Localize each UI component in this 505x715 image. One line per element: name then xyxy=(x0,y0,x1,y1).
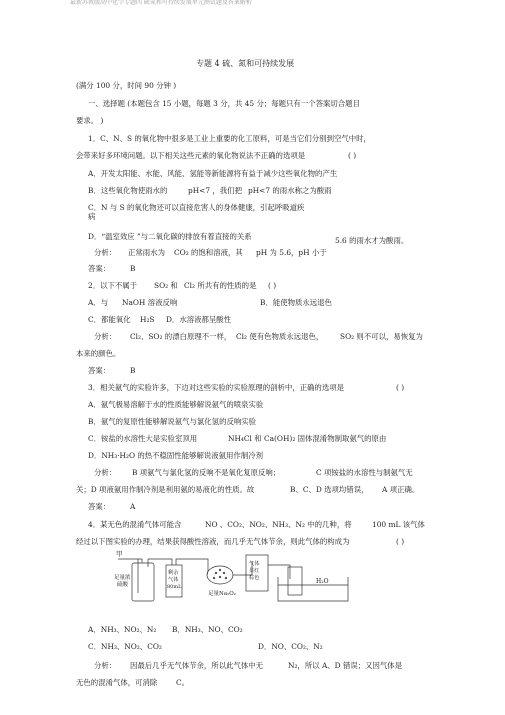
q1-analysis: pH 为 5.6，pH 小于 xyxy=(256,248,327,257)
q4-analysis: N₂，所以 A、D 错误；又因气体是 xyxy=(288,661,403,670)
label-h2o: H₂O xyxy=(316,578,329,585)
q3-stem: 3．相关氨气的实验许多，下边对这些实验的实验原理的剖析中，正确的选项是 xyxy=(88,383,344,392)
q2-option-c-part: H₂S xyxy=(140,315,155,324)
q2-option-a-part: NaOH 溶液反响 xyxy=(122,298,178,307)
q2-analysis-label: 分析： xyxy=(94,332,117,341)
q3-answer-label: 答案： xyxy=(88,502,111,511)
q4-analysis: 因最后几乎无气体节余，所以此气体中无 xyxy=(130,661,264,670)
q1-option-b: B．这些氧化物使雨水的 xyxy=(88,186,168,195)
q3-answer: A xyxy=(130,502,136,511)
label-gas-2: 显红 xyxy=(249,568,260,574)
q4-stem-part: 100 mL 该气体 xyxy=(372,520,425,529)
label-jia: 甲 xyxy=(116,550,123,558)
q4-option-c: C．NH₃、NO₂、CO₂ xyxy=(88,642,162,651)
label-na2o2: 足量Na₂O₂ xyxy=(208,591,237,597)
q4-option-a: A．NH₃、NO₂、N₂ xyxy=(88,625,157,634)
q3-option-c: C．铵盐的水溶性大是实验室顶用 xyxy=(88,434,198,443)
q1-stem-cont: 会带来好多环境问题。以下相关这些元素的氧化物说法不正确的选项是 xyxy=(76,151,306,160)
page-title: 专题 4 硫、氮和可持续发展 xyxy=(196,59,295,68)
water-trough xyxy=(278,577,348,601)
q2-stem: 2．以下不属于 xyxy=(88,281,138,290)
q3-analysis: C 项铵盐的水溶性与制氨气无 xyxy=(316,468,413,477)
q4-stem: 4．某无色的混淆气体可能含 xyxy=(88,520,182,529)
q4-option-d: D．NO、CO₂、N₂ xyxy=(258,642,323,651)
q1-analysis-label: 分析： xyxy=(94,248,117,257)
q4-answer-paren: ( ) xyxy=(396,537,405,546)
sulfuric-acid-bottle xyxy=(132,563,154,601)
q2-stem-part: Cl₂ 所共有的性质的是 xyxy=(184,281,257,290)
q1-option-c-cont: 病 xyxy=(88,212,96,221)
q2-option-d: D．水溶液都呈酸性 xyxy=(166,315,232,324)
q2-analysis: Cl₂ 使有色物质永远退色， xyxy=(236,332,324,341)
q3-analysis-cont: 关；D 项液氨用作制冷剂是利用氨的易液化的性质。故 xyxy=(76,485,255,494)
na2o2-tube xyxy=(207,566,233,584)
q3-option-b: B．氨气的复原性能够解说氨气与氯化氢的反响实验 xyxy=(88,417,257,426)
q2-answer-paren: ( ) xyxy=(268,281,277,290)
q1-option-b-part: pH<7 的雨水称之为酸雨 xyxy=(248,186,332,195)
q1-option-c: C．N 与 S 的氧化物还可以直接危害人的身体健康，引起呼吸道疾 xyxy=(88,203,305,212)
label-acid-2: 硫酸 xyxy=(117,582,129,588)
score-info: (满分 100 分，时间 90 分钟 ) xyxy=(76,81,177,90)
q3-analysis-part: B、C、D 选项均错误， xyxy=(290,485,369,494)
q2-stem-part: SO₂ 和 xyxy=(154,281,178,290)
q2-option-a: A．与 xyxy=(88,298,109,307)
q1-answer-paren: ( ) xyxy=(348,151,357,160)
section-heading: 一、选择题 (本题包含 15 小题，每题 3 分，共 45 分；每题只有一个答案切合题目 xyxy=(88,99,360,108)
q2-answer-label: 答案： xyxy=(88,366,111,375)
q4-stem-part: NO 、CO₂、NO₂、NH₃、N₂ 中的几种，将 xyxy=(205,520,352,529)
q1-answer-label: 答案： xyxy=(88,264,111,273)
q3-option-d: D．NH₃·H₂O 的热不稳固性能够解说液氨用作制冷剂 xyxy=(88,451,263,460)
q1-analysis: 正常雨水为 xyxy=(128,248,165,257)
q4-stem-cont: 经过以下图实验的办理，结果获得酸性溶液，而几乎无气体节余，则此气体的构成为 xyxy=(76,537,350,546)
q3-option-a: A．氨气极易溶解于水的性质能够解说氨气的喷泉实验 xyxy=(88,400,264,409)
label-acid-1: 足量浓 xyxy=(114,575,131,581)
q3-analysis-label: 分析： xyxy=(94,468,117,477)
label-remaining-1: 剩余 xyxy=(168,570,179,576)
q1-option-d: D．“温室效应 ”与二氧化碳的排放有着直接的关系 xyxy=(88,232,252,241)
q2-analysis: Cl₂、SO₂ 的漂白原理不一样， xyxy=(130,332,232,341)
label-remaining-2: 气体 xyxy=(168,577,179,583)
section-heading-cont: 要求。 ) xyxy=(76,116,104,125)
q1-analysis-tail: 5.6 的雨水才为酸雨。 xyxy=(335,236,409,245)
apparatus-diagram xyxy=(112,549,382,605)
label-remaining-3: 80mL xyxy=(167,584,182,590)
q3-analysis-part: A 项正确。 xyxy=(382,485,420,494)
q3-analysis: B 项氨气与氯化氢的反响不是氧化复原反响； xyxy=(132,468,281,477)
q2-answer: B xyxy=(130,366,136,375)
header-banner: 最新苏教版高中化学专题四 硫氮和可持续发展单元测试题及答案解析 xyxy=(70,0,252,5)
q1-analysis: CO₂ 的饱和溶液，其 xyxy=(174,248,243,257)
q3-option-c-part: NH₄Cl 和 Ca(OH)₂ 固体混淆物制取氨气的原由 xyxy=(228,434,387,443)
q4-analysis-part: C。 xyxy=(176,678,190,687)
q1-option-b-part: pH<7 ，我们把 xyxy=(188,186,242,195)
q4-analysis-label: 分析： xyxy=(94,661,117,670)
inlet-tube xyxy=(118,559,142,563)
label-gas-1: 气体 xyxy=(249,561,260,567)
q1-stem: 1．C、N、S 的氧化物中很多是工业上重要的化工原料，可是当它们分别到空气中时， xyxy=(88,134,371,143)
q2-option-b: B．能使物质永远退色 xyxy=(260,298,332,307)
q1-option-a: A．开发太阳能、水能、风能、氢能等新能源将有益于减少这些氧化物的产生 xyxy=(88,169,338,178)
label-gas-3: 棕色 xyxy=(249,575,260,581)
q2-option-c: C．都能氧化 xyxy=(88,315,131,324)
q3-answer-paren: ( ) xyxy=(396,383,405,392)
q1-answer: B xyxy=(130,264,136,273)
q2-analysis-cont: 本来的颜色。 xyxy=(76,349,121,358)
q2-analysis: SO₂ 则不可以，易恢复为 xyxy=(340,332,423,341)
q4-analysis-cont: 无色的混淆气体，可消除 xyxy=(76,678,158,687)
q4-option-b: B．NH₃、NO、CO₂ xyxy=(172,625,243,634)
